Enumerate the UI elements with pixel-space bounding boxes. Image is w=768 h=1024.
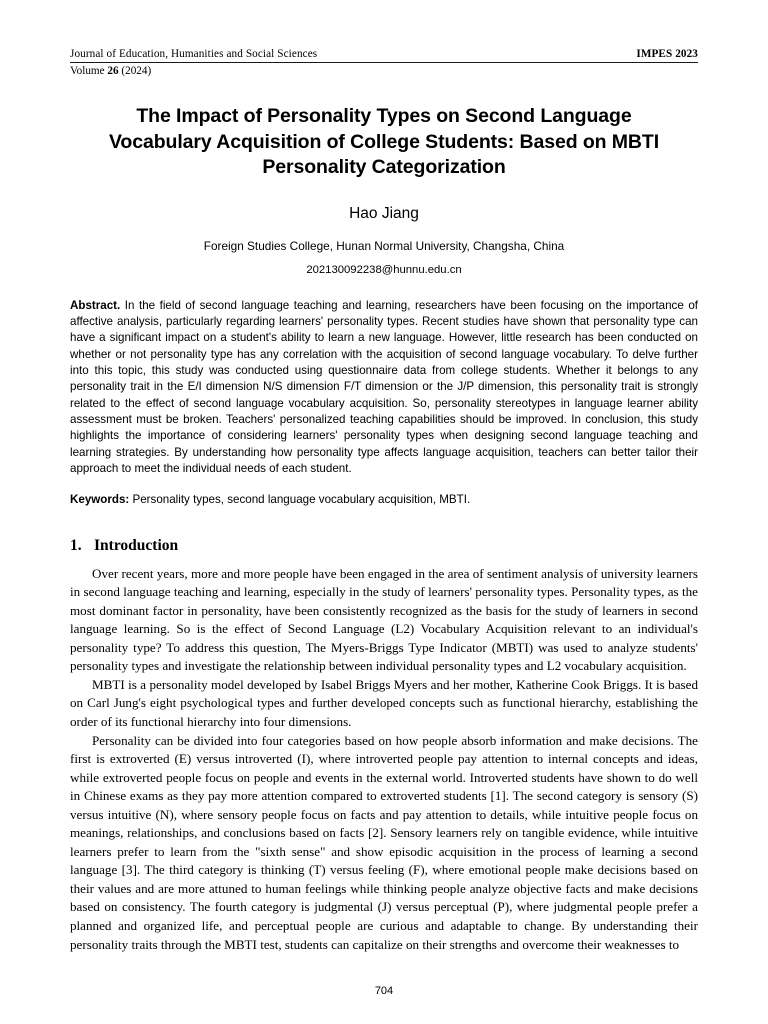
author-affiliation: Foreign Studies College, Hunan Normal University, Changsha, China — [203, 238, 565, 253]
page-title: The Impact of Personality Types on Second Language Vocabulary Acquisition of College Students: Based on MBTI Personality Categorization — [108, 105, 660, 178]
keywords-text: Personality types, second language vocabulary acquisition, MBTI. — [129, 493, 471, 507]
volume-number: 26 — [107, 65, 119, 77]
document-page — [70, 47, 698, 997]
conference-name: IMPES 2023 — [636, 48, 698, 60]
section-heading-introduction — [70, 537, 698, 555]
abstract-label: Abstract. — [70, 298, 121, 312]
body-paragraph: Over recent years, more and more people have been engaged in the area of sentiment analysis of university learners in second language teaching and learning, especially in the study of learners' personality types. Personality types, as the most dominant factor in personality, have been consistently recognized as the basis for the study of learners in second language learning. So is the effect of Second Language (L2) Vocabulary Acquisition relevant to an individual's personality type? To address this question, The Myers-Briggs Type Indicator (MBTI) was used to analyze students' personality types and investigate the relationship between individual personality types and L2 vocabulary acquisition. — [70, 565, 698, 674]
volume-line — [70, 63, 698, 79]
volume-year: (2024) — [118, 65, 152, 77]
author-email: 202130092238@hunnu.edu.cn — [306, 263, 462, 276]
abstract-text: In the field of second language teaching and learning, researchers have been focusing on the importance of affective analysis, particularly regarding learners' personality types. Recent studies have shown that personality type can have a significant impact on a student's ability to learn a new language. However, little research has been conducted on whether or not personality type has any correlation with the acquisition of second language vocabulary. To delve further into this topic, this study was conducted using questionnaire data from college students. Whether it belongs to any personality trait in the E/I dimension N/S dimension F/T dimension or the J/P dimension, this personality trait is strongly related to the effect of second language vocabulary acquisition. So, personality stereotypes in language learner ability assessment must be broken. Teachers' personalized teaching capabilities should be improved. In conclusion, this study highlights the importance of considering learners' personality types when designing second language teaching and learning strategies. By understanding how personality type affects language acquisition, teachers can better tailor their approach to meet the individual needs of each student. — [70, 298, 698, 475]
keywords-label: Keywords: — [70, 493, 130, 507]
abstract-section — [70, 298, 698, 478]
body-paragraph: Personality can be divided into four categories based on how people absorb information and make decisions. The first is extroverted (E) versus introverted (I), where introverted people pay attention to internal concepts and ideas, while extroverted people focus on people and events in the external world. Introverted students have shown to do well in Chinese exams as they pay more attention compared to extroverted students [1]. The second category is sensory (S) versus intuitive (N), where sensory people focus on facts and pay attention to details, while intuitive people focus on meanings, relationships, and conclusions based on facts [2]. Sensory learners rely on tangible evidence, while intuitive learners prefer to learn from the "sixth sense" and show episodic acquisition in the process of learning a second language [3]. The third category is thinking (T) versus feeling (F), where emotional people make decisions based on their values and are more attuned to human feelings while thinking people analyze objective facts and make decisions based on consistency. The fourth category is judgmental (J) versus perceptual (P), where judgmental people prefer a planned and organized life, and perceptual people are curious and adaptable to change. By understanding their personality traits through the MBTI test, students can capitalize on their strengths and overcome their weaknesses to — [70, 732, 698, 952]
section-title: Introduction — [94, 536, 179, 554]
running-header — [70, 47, 698, 79]
header-top-row — [70, 47, 698, 63]
journal-name: Journal of Education, Humanities and Social Sciences — [70, 48, 318, 60]
volume-prefix: Volume — [70, 65, 108, 77]
author-name: Hao Jiang — [349, 204, 419, 222]
keywords-section — [70, 492, 698, 508]
section-number: 1. — [70, 536, 82, 554]
page-number: 704 — [374, 985, 394, 997]
body-paragraph: MBTI is a personality model developed by Isabel Briggs Myers and her mother, Katherine Cook Briggs. It is based on Carl Jung's eight psychological types and further developed concepts such as functional hierarchy, establishing the order of its functional hierarchy into four dimensions. — [70, 676, 698, 729]
title-block — [70, 104, 698, 278]
